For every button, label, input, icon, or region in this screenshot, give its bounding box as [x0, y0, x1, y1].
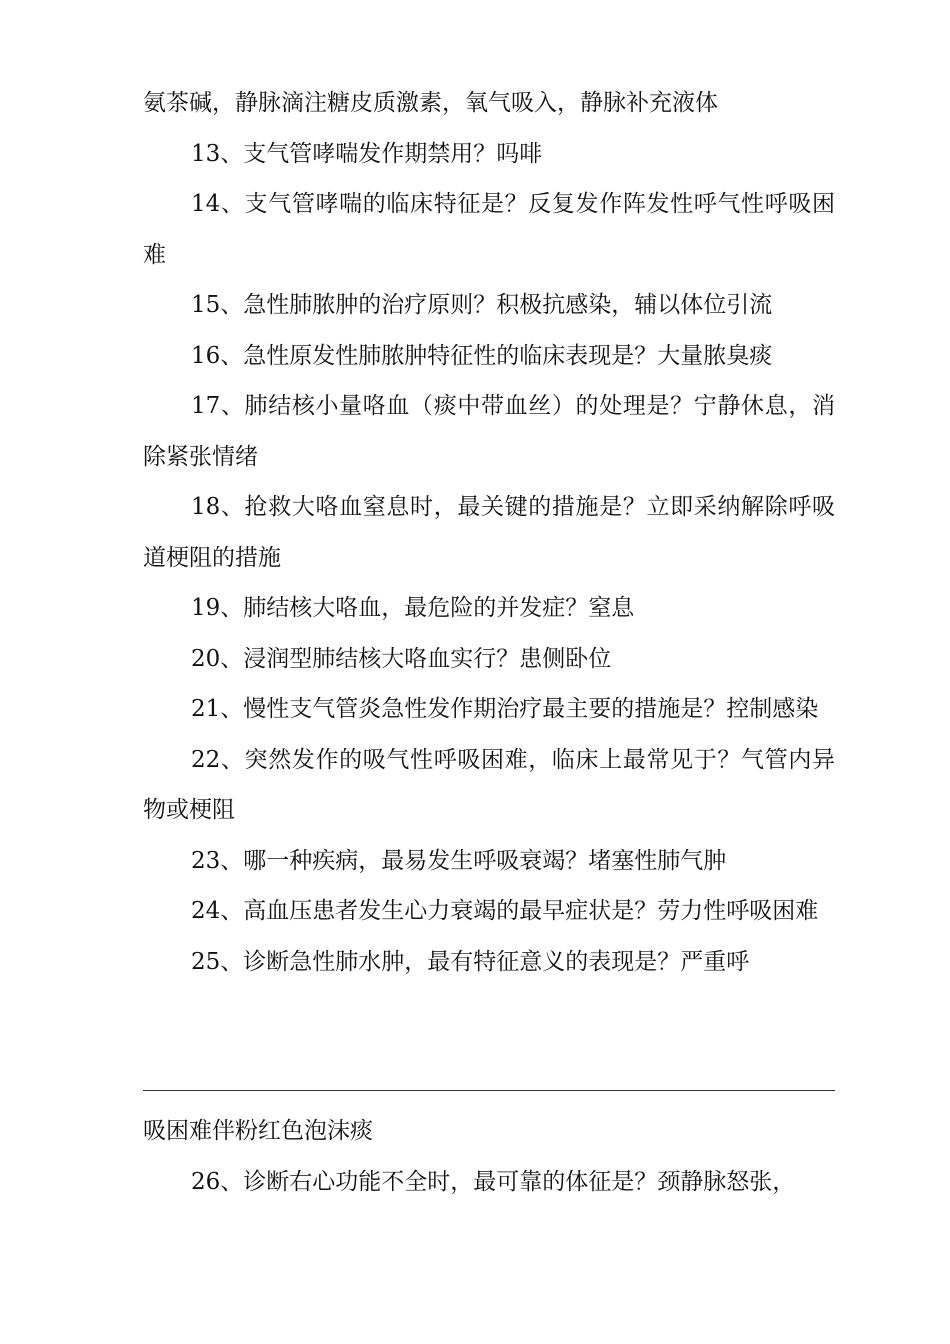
document-body-continued [143, 1106, 835, 1207]
paragraph: 15、急性肺脓肿的治疗原则？积极抗感染，辅以体位引流 [191, 292, 773, 318]
paragraph: 吸困难伴粉红色泡沫痰 [143, 1118, 373, 1144]
paragraph: 21、慢性支气管炎急性发作期治疗最主要的措施是？控制感染 [191, 696, 819, 722]
document-body [143, 78, 835, 987]
paragraph: 13、支气管哮喘发作期禁用？吗啡 [191, 140, 543, 167]
paragraph: 20、浸润型肺结核大咯血实行？患侧卧位 [191, 645, 612, 672]
paragraph: 24、高血压患者发生心力衰竭的最早症状是？劳力性呼吸困难 [191, 898, 819, 924]
paragraph: 23、哪一种疾病，最易发生呼吸衰竭？堵塞性肺气肿 [191, 847, 727, 874]
paragraph: 17、肺结核小量咯血（痰中带血丝）的处理是？宁静休息，消除紧张情绪 [143, 393, 835, 470]
paragraph: 氨茶碱，静脉滴注糖皮质激素，氧气吸入，静脉补充液体 [143, 90, 718, 116]
paragraph: 22、突然发作的吸气性呼吸困难，临床上最常见于？气管内异物或梗阻 [143, 746, 835, 823]
paragraph: 25、诊断急性肺水肿，最有特征意义的表现是？严重呼 [191, 948, 750, 975]
paragraph: 26、诊断右心功能不全时，最可靠的体征是？颈静脉怒张， [191, 1168, 796, 1195]
page-divider [143, 1090, 835, 1091]
paragraph: 19、肺结核大咯血，最危险的并发症？窒息 [191, 595, 635, 621]
paragraph: 14、支气管哮喘的临床特征是？反复发作阵发性呼气性呼吸困难 [143, 191, 835, 268]
paragraph: 16、急性原发性肺脓肿特征性的临床表现是？大量脓臭痰 [191, 342, 773, 369]
paragraph: 18、抢救大咯血窒息时，最关键的措施是？立即采纳解除呼吸道梗阻的措施 [143, 494, 835, 571]
